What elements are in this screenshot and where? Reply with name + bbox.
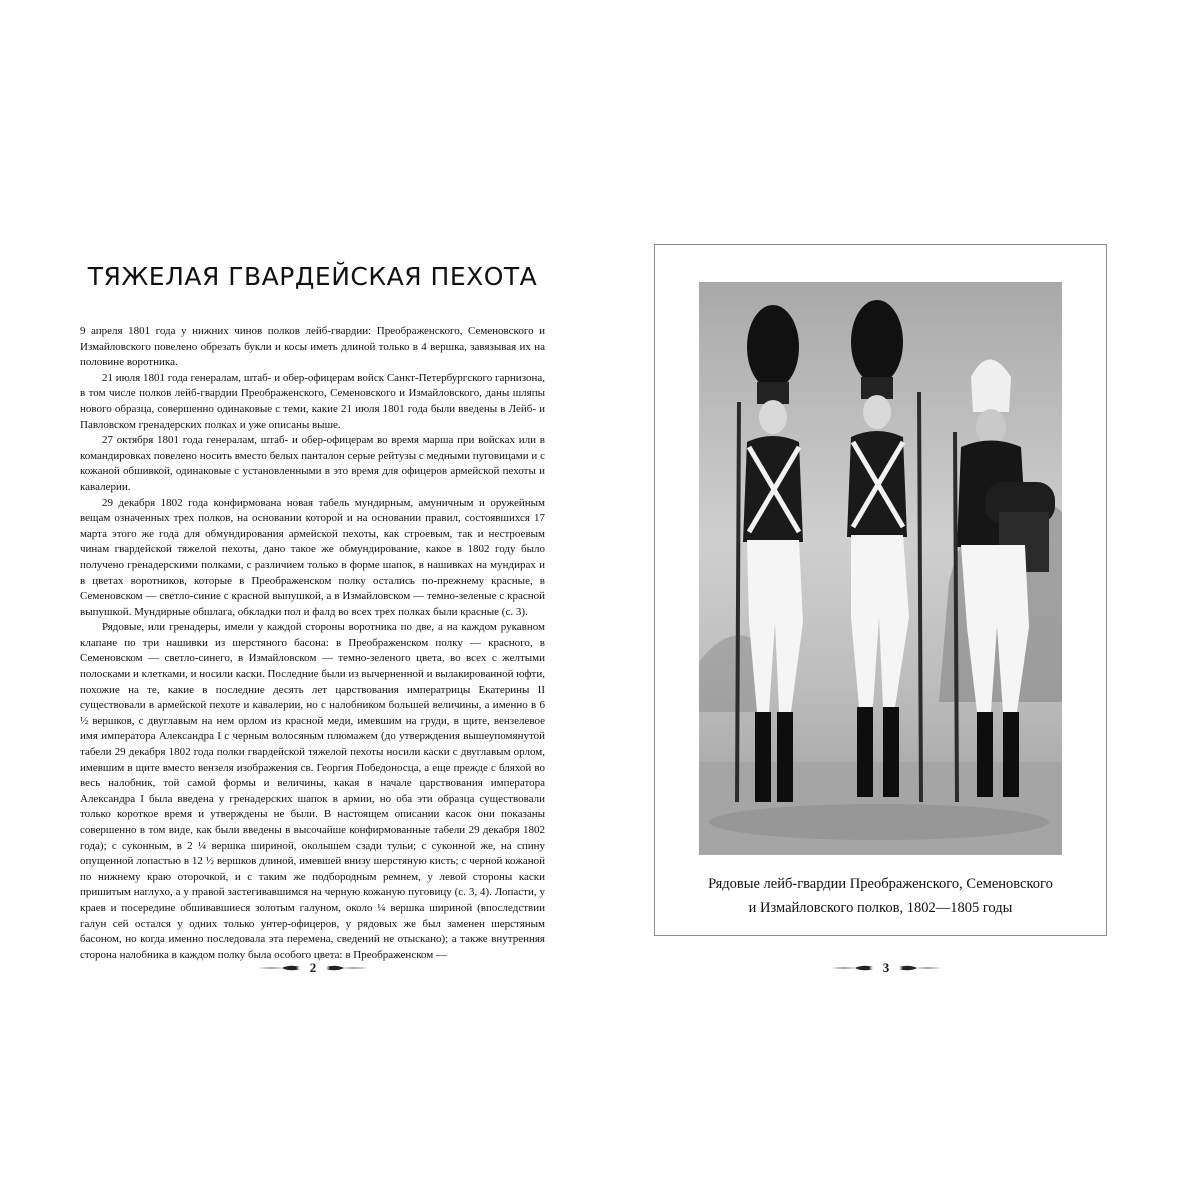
caption-line: Рядовые лейб-гвардии Преображенского, Семеновского <box>708 876 1053 892</box>
paragraph: 9 апреля 1801 года у нижних чинов полков лейб-гвардии: Преображенского, Семеновского и Измайловского повелено обрезать букли и косы иметь длиной только в 4 вершка, завязывая их на половине воротника. <box>80 325 545 369</box>
ornament-right-icon <box>897 963 941 973</box>
page-number-right <box>826 958 946 978</box>
paragraph: 21 июля 1801 года генералам, штаб- и обер-офицерам войск Санкт-Петербургского гарнизона, в том числе полков лейб-гвардии Преображенского, Семеновского и Измайловского, даны шляпы нового образца, совершенно одинаковые с теми, какие 21 июля 1801 года были введены в Лейб- и Павловском гренадерских полках и уже описаны выше. <box>80 371 545 431</box>
chapter-title: ТЯЖЕЛАЯ ГВАРДЕЙСКАЯ ПЕХОТА <box>87 262 538 291</box>
page-number: 2 <box>309 960 317 975</box>
page-number: 3 <box>882 960 890 975</box>
caption-line: и Измайловского полков, 1802—1805 годы <box>748 900 1013 916</box>
soldiers-illustration <box>699 282 1062 855</box>
paragraph: 27 октября 1801 года генералам, штаб- и обер-офицерам во время марша при войсках или в командировках повелено носить вместо белых панталон серые рейтузы с медными пуговицами и с кожаной обшивкой, одинаковые с установленными в это время для офицеров армейской пехоты и кавалерии. <box>80 434 545 493</box>
paragraph: Рядовые, или гренадеры, имели у каждой стороны воротника по две, а на каждом рукавном клапане по три нашивки из шерстяного басона: в Преображенском полку — красного, в Семеновском — светло-синего, в Измайловском — темно-зеленого цвета, во всех с желтыми полосками и клетками, и носили каски. Последние были из вычерненной и вылакированной юфти, похожие на те, какие в последние десять лет царствования императрицы Екатерины II существовали в армейской пехоте и кавалерии, но с налобником большей величины, а именно в 6 ½ вершков, с двуглавым на нем орлом из красной меди, имевшим на груди, в щите, вензелевое имя императора Александра I с черным волосяным плюмажем (до утверждения вышеупомянутой табели 29 декабря 1802 года полки гвардейской тяжелой пехоты носили каски с двуглавым орлом, имевшим в щите вместо вензеля изображения св. Георгия Победоносца, а еще прежде с бляхой во весь налобник, той самой формы и величины, какая в начале царствования императора Александра I была введена у гренадерских шапок в армии, но оба эти образца существовали только короткое время и утверждены не были. В настоящем описании касок они показаны совершенно в том виде, как были введены в высочайше конфирмованные табели 29 декабря 1802 года); с суконным, в 2 ¼ вершка шириной, околышем сзади тульи; с суконной же, на спину опущенной лопастью в 12 ½ вершков длиной, имевшей внизу шерстяную кисть; с черной кожаной по нижнему краю оторочкой, и с таким же подбородным ремнем, у левой стороны каски пришитым наглухо, а у правой застегивавшимся на черную кожаную пуговицу (с. 3, 4). Лопасти, у краев и посередине обшивавшиеся золотым галуном, около ¼ вершка шириной (впоследствии галун сей остался у одних только унтер-офицеров, у рядовых же был заменен шерстяным басоном, но когда именно последовала эта перемена, сведений не отыскано); а также внутренняя сторона налобника в каждом полку была особого цвета: в Преображенском — <box>80 621 545 961</box>
ornament-left-icon <box>258 963 302 973</box>
body-text <box>80 324 545 963</box>
paragraph: 29 декабря 1802 года конфирмована новая табель мундирным, амуничным и оружейным вещам означенных трех полков, на основании которой и на основании правил, состоявшихся 17 марта этого же года для обмундирования армейской пехоты, как строевым, так и нестроевым чинам гвардейской тяжелой пехоты, дано такое же обмундирование, какое в 1802 году было получено гренадерскими полками, с различием только в форме шапок, в нашивках на мундирах и в цветах воротников, которые в Преображенском полку остались по-прежнему красные, в Семеновском — светло-синие с красной выпушкой, а в Измайловском — темно-зеленые с красной выпушкой. Мундирные обшлага, обкладки пол и фалд во всех трех полках были красные (с. 3). <box>80 496 545 618</box>
illustration-frame <box>654 244 1107 936</box>
left-page <box>80 240 545 1000</box>
illustration-caption <box>665 872 1096 920</box>
ornament-left-icon <box>831 963 875 973</box>
ornament-right-icon <box>324 963 368 973</box>
page-number-left <box>253 958 373 978</box>
